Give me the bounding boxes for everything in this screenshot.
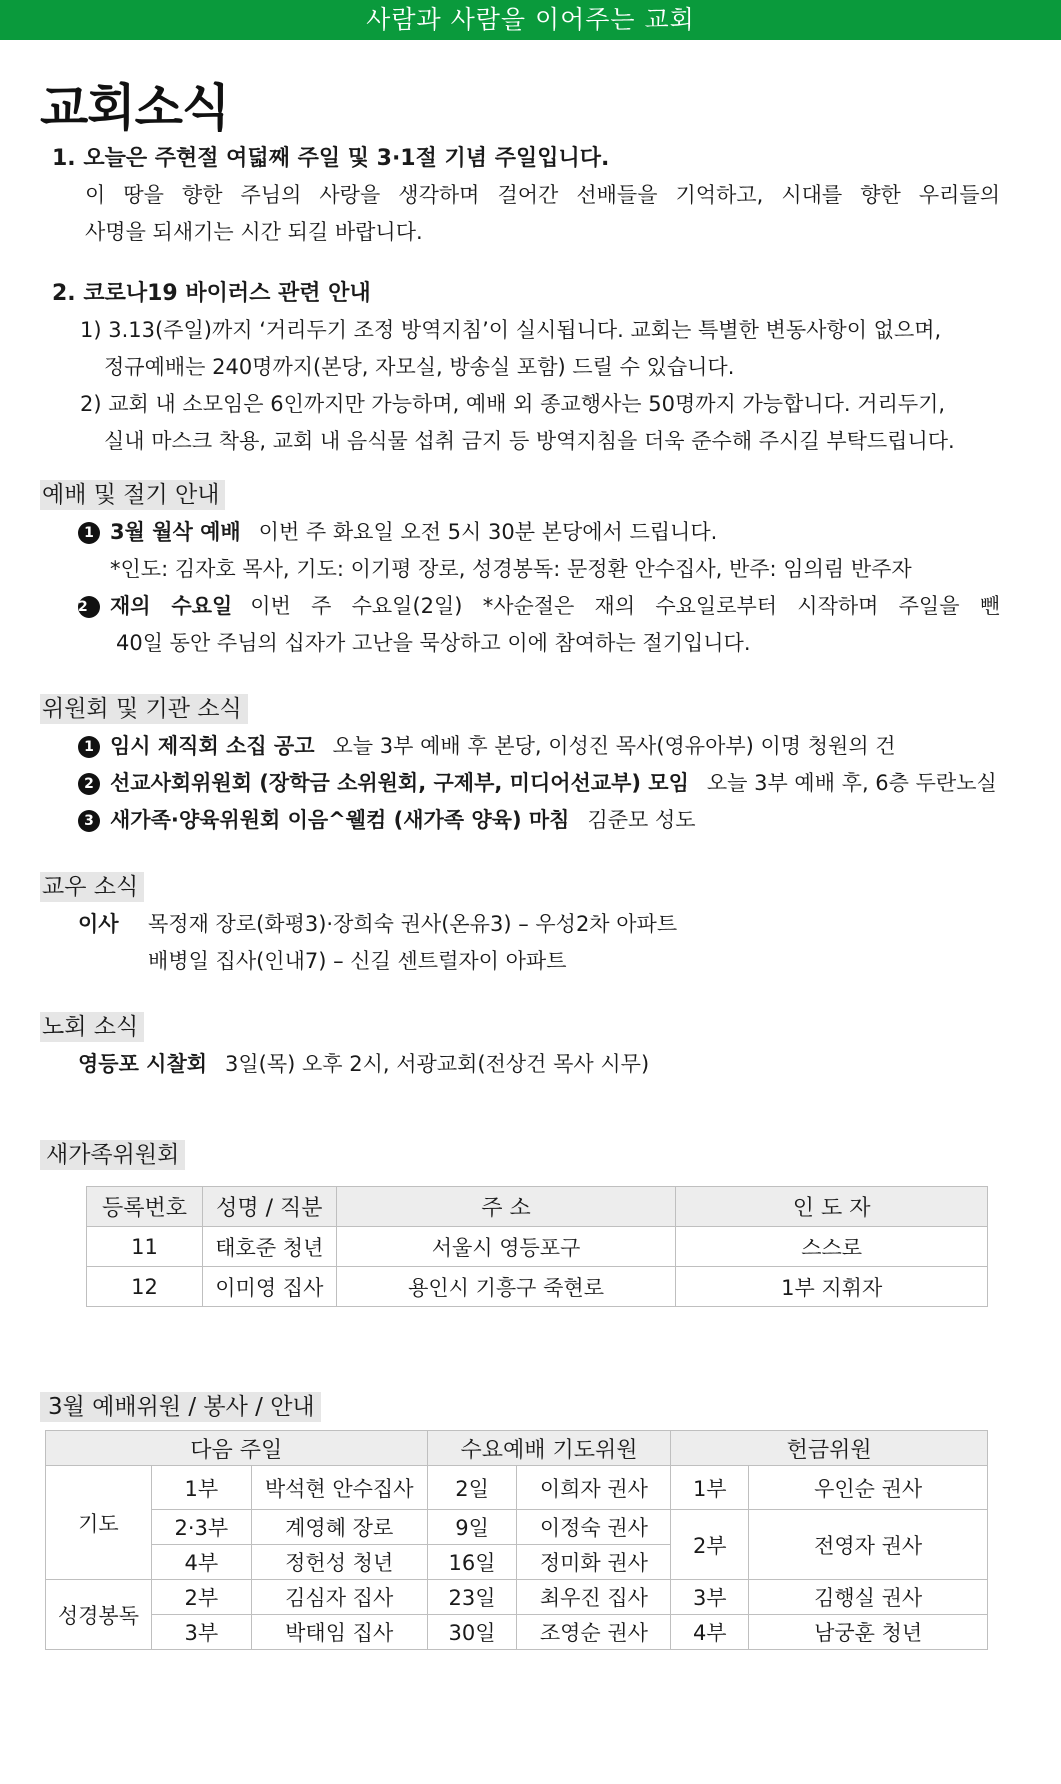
notice-2-sub2-line1: 2) 교회 내 소모임은 6인까지만 가능하며, 예배 외 종교행사는 50명까지 가능합니다. 거리두기, (80, 392, 946, 416)
members-line-1 (40, 906, 1000, 943)
table-cell: 정헌성 청년 (251, 1545, 427, 1580)
members-text-2: 배병일 집사(인내7) – 신길 센트럴자이 아파트 (148, 949, 567, 973)
notice-1-line1: 이 땅을 향한 주님의 사랑을 생각하며 걸어간 선배들을 기억하고, 시대를 향한 우리들의 (85, 183, 1000, 207)
table-cell: 조영순 권사 (517, 1615, 671, 1650)
table-cell: 2일 (427, 1466, 517, 1510)
circle-number-1-icon: 1 (78, 522, 100, 544)
committee-item-3-text: 김준모 성도 (587, 808, 696, 832)
table-cell: 우인순 권사 (749, 1466, 988, 1510)
table-cell: 김행실 권사 (749, 1580, 988, 1615)
table-cell: 정미화 권사 (517, 1545, 671, 1580)
table-cell: 1부 (151, 1466, 251, 1510)
committee-item-1-title: 임시 제직회 소집 공고 (110, 734, 315, 758)
table-header-row (87, 1187, 988, 1227)
column-header: 다음 주일 (46, 1431, 428, 1466)
circle-number-2-icon: 2 (78, 773, 100, 795)
table-cell: 11 (87, 1227, 203, 1267)
members-section-heading: 교우 소식 (40, 872, 144, 902)
table-cell: 12 (87, 1267, 203, 1307)
circle-number-1-icon: 1 (78, 736, 100, 758)
committee-item-2 (40, 765, 1000, 802)
notice-2-sub1-line1: 1) 3.13(주일)까지 ‘거리두기 조정 방역지침’이 실시됩니다. 교회는 특별한 변동사항이 없으며, (80, 318, 942, 342)
circle-number-2-icon: 2 (78, 596, 100, 618)
committee-section-heading: 위원회 및 기관 소식 (40, 694, 248, 724)
presbytery-section (40, 1046, 1000, 1083)
worship-item-1-detail: *인도: 김자호 목사, 기도: 이기평 장로, 성경봉독: 문정환 안수집사, 반주: 임의림 반주자 (110, 557, 912, 581)
table-cell: 남궁훈 청년 (749, 1615, 988, 1650)
table-cell: 김심자 집사 (251, 1580, 427, 1615)
table-cell: 계영혜 장로 (251, 1510, 427, 1545)
worship-item-2-text: 이번 주 수요일(2일) *사순절은 재의 수요일로부터 시작하며 주일을 뺀 (250, 594, 1000, 618)
table-cell: 1부 지휘자 (676, 1267, 988, 1307)
committee-item-1-text: 오늘 3부 예배 후 본당, 이성진 목사(영유아부) 이명 청원의 건 (332, 734, 896, 758)
page-title: 교회소식 (40, 78, 230, 137)
column-header: 성명 / 직분 (202, 1187, 336, 1227)
table-cell: 16일 (427, 1545, 517, 1580)
notice-2-heading: 2. 코로나19 바이러스 관련 안내 (52, 281, 371, 306)
committee-item-1 (40, 728, 1000, 765)
row-label-reading: 성경봉독 (46, 1580, 152, 1650)
committee-item-2-title: 선교사회위원회 (장학금 소위원회, 구제부, 미디어선교부) 모임 (110, 771, 689, 795)
worship-item-1 (40, 514, 1000, 551)
column-header: 수요예배 기도위원 (427, 1431, 671, 1466)
table-cell: 2·3부 (151, 1510, 251, 1545)
table-row (46, 1580, 988, 1615)
table-cell: 3부 (671, 1580, 749, 1615)
presbytery-section-heading: 노회 소식 (40, 1012, 144, 1042)
worship-item-1-text: 이번 주 화요일 오전 5시 30분 본당에서 드립니다. (258, 520, 718, 544)
worship-item-1-title: 3월 월삭 예배 (110, 520, 241, 544)
circle-number-3-icon: 3 (78, 810, 100, 832)
column-header: 등록번호 (87, 1187, 203, 1227)
table-cell: 23일 (427, 1580, 517, 1615)
members-text-1: 목정재 장로(화평3)·장희숙 권사(온유3) – 우성2차 아파트 (148, 912, 678, 936)
table-cell: 서울시 영등포구 (336, 1227, 676, 1267)
presbytery-title: 영등포 시찰회 (78, 1052, 208, 1076)
table-cell: 이희자 권사 (517, 1466, 671, 1510)
committee-item-2-text: 오늘 3부 예배 후, 6층 두란노실 (706, 771, 997, 795)
column-header: 인 도 자 (676, 1187, 988, 1227)
march-section-heading: 3월 예배위원 / 봉사 / 안내 (40, 1392, 321, 1422)
column-header: 헌금위원 (671, 1431, 988, 1466)
table-cell: 9일 (427, 1510, 517, 1545)
table-row (46, 1615, 988, 1650)
top-banner: 사람과 사람을 이어주는 교회 (0, 0, 1061, 40)
worship-item-2-title: 재의 수요일 (110, 594, 233, 618)
table-cell: 4부 (671, 1615, 749, 1650)
table-cell: 박태임 집사 (251, 1615, 427, 1650)
worship-section-heading: 예배 및 절기 안내 (40, 480, 225, 510)
presbytery-line (40, 1046, 1000, 1083)
notice-2-sub1-line2: 정규예배는 240명까지(본당, 자모실, 방송실 포함) 드릴 수 있습니다. (104, 355, 735, 379)
table-cell: 3부 (151, 1615, 251, 1650)
members-label: 이사 (78, 912, 119, 936)
members-section (40, 906, 1000, 980)
committee-item-3 (40, 802, 1000, 839)
worship-item-2 (40, 588, 1000, 625)
notice-2-sub2-line2: 실내 마스크 착용, 교회 내 음식물 섭취 금지 등 방역지침을 더욱 준수해 주시길 부탁드립니다. (104, 429, 955, 453)
worship-section (40, 514, 1000, 662)
newfamily-section-heading: 새가족위원회 (40, 1140, 185, 1170)
table-cell: 이미영 집사 (202, 1267, 336, 1307)
table-cell: 전영자 권사 (749, 1510, 988, 1580)
row-label-prayer: 기도 (46, 1466, 152, 1580)
table-cell: 태호준 청년 (202, 1227, 336, 1267)
table-cell: 스스로 (676, 1227, 988, 1267)
committee-item-3-title: 새가족·양육위원회 이음^웰컴 (새가족 양육) 마침 (110, 808, 570, 832)
table-cell: 이정숙 권사 (517, 1510, 671, 1545)
table-row (46, 1466, 988, 1510)
table-header-row (46, 1431, 988, 1466)
newfamily-table (86, 1186, 988, 1307)
notice-item-1 (40, 140, 1000, 251)
table-cell: 박석현 안수집사 (251, 1466, 427, 1510)
committee-section (40, 728, 1000, 839)
column-header: 주 소 (336, 1187, 676, 1227)
march-duty-table (45, 1430, 988, 1650)
table-cell: 용인시 기흥구 죽현로 (336, 1267, 676, 1307)
table-row (87, 1227, 988, 1267)
table-cell: 1부 (671, 1466, 749, 1510)
notice-1-heading: 1. 오늘은 주현절 여덟째 주일 및 3·1절 기념 주일입니다. (52, 146, 610, 171)
table-cell: 2부 (671, 1510, 749, 1580)
presbytery-text: 3일(목) 오후 2시, 서광교회(전상건 목사 시무) (225, 1052, 650, 1076)
worship-item-2-detail: 40일 동안 주님의 십자가 고난을 묵상하고 이에 참여하는 절기입니다. (116, 631, 751, 655)
table-cell: 2부 (151, 1580, 251, 1615)
notice-item-2 (40, 275, 1000, 460)
notice-1-line2: 사명을 되새기는 시간 되길 바랍니다. (85, 220, 423, 244)
table-row (87, 1267, 988, 1307)
table-cell: 최우진 집사 (517, 1580, 671, 1615)
table-row (46, 1510, 988, 1545)
table-cell: 4부 (151, 1545, 251, 1580)
table-cell: 30일 (427, 1615, 517, 1650)
